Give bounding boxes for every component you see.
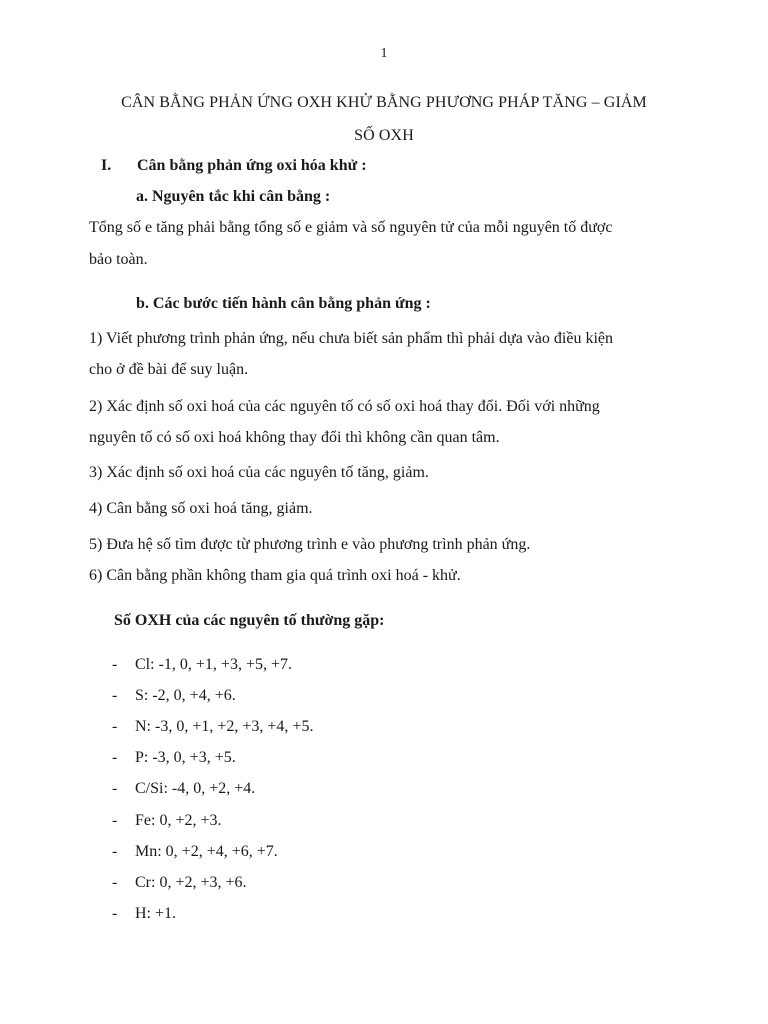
list-bullet: -	[112, 687, 118, 704]
list-item: P: -3, 0, +3, +5.	[135, 749, 236, 766]
step-line: 3) Xác định số oxi hoá của các nguyên tố tăng, giảm.	[89, 464, 429, 481]
list-item: Cl: -1, 0, +1, +3, +5, +7.	[135, 656, 292, 673]
list-bullet: -	[112, 656, 118, 673]
page-number: 1	[380, 46, 388, 61]
paragraph-line: bảo toàn.	[89, 251, 148, 268]
list-bullet: -	[112, 874, 118, 891]
subsection-b-heading: b. Các bước tiến hành cân bằng phản ứng :	[136, 295, 431, 312]
step-line: 4) Cân bằng số oxi hoá tăng, giảm.	[89, 500, 313, 517]
step-line: 2) Xác định số oxi hoá của các nguyên tố có số oxi hoá thay đổi. Đối với những	[89, 398, 600, 415]
list-bullet: -	[112, 812, 118, 829]
step-line: cho ở đề bài để suy luận.	[89, 361, 249, 378]
oxidation-states-heading: Số OXH của các nguyên tố thường gặp:	[114, 612, 385, 629]
paragraph-line: Tổng số e tăng phải bằng tổng số e giảm và số nguyên tử của mỗi nguyên tố được	[89, 219, 613, 236]
step-line: nguyên tố có số oxi hoá không thay đổi thì không cần quan tâm.	[89, 429, 500, 446]
subsection-a-heading: a. Nguyên tắc khi cân bằng :	[136, 188, 331, 205]
section-number: I.	[101, 157, 112, 174]
list-bullet: -	[112, 780, 118, 797]
list-item: S: -2, 0, +4, +6.	[135, 687, 236, 704]
list-item: H: +1.	[135, 905, 177, 922]
document-title-line-1: CÂN BẰNG PHẢN ỨNG OXH KHỬ BẰNG PHƯƠNG PHÁP TĂNG – GIẢM	[121, 94, 647, 111]
section-heading: Cân bằng phản ứng oxi hóa khử :	[137, 157, 367, 174]
step-line: 5) Đưa hệ số tìm được từ phương trình e vào phương trình phản ứng.	[89, 536, 531, 553]
list-item: Fe: 0, +2, +3.	[135, 812, 222, 829]
list-item: C/Si: -4, 0, +2, +4.	[135, 780, 256, 797]
list-item: N: -3, 0, +1, +2, +3, +4, +5.	[135, 718, 314, 735]
list-item: Mn: 0, +2, +4, +6, +7.	[135, 843, 278, 860]
step-line: 6) Cân bằng phần không tham gia quá trình oxi hoá - khử.	[89, 567, 461, 584]
list-bullet: -	[112, 905, 118, 922]
document-title-line-2: SỐ OXH	[354, 127, 414, 144]
list-bullet: -	[112, 749, 118, 766]
list-item: Cr: 0, +2, +3, +6.	[135, 874, 247, 891]
list-bullet: -	[112, 843, 118, 860]
list-bullet: -	[112, 718, 118, 735]
step-line: 1) Viết phương trình phản ứng, nếu chưa biết sản phẩm thì phải dựa vào điều kiện	[89, 330, 613, 347]
